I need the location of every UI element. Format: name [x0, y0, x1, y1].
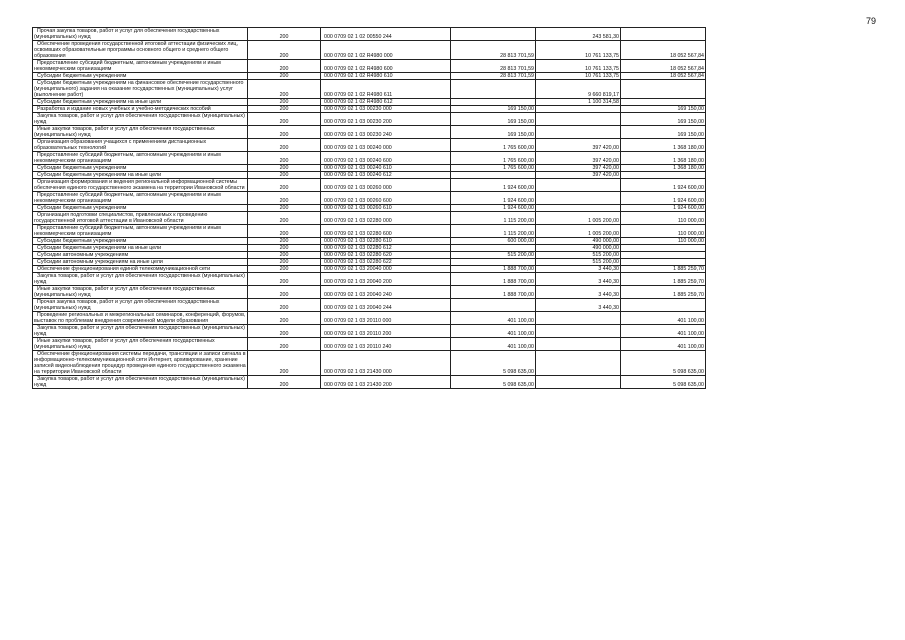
row-unexecuted-cell — [621, 299, 706, 312]
row-unexecuted-cell: 401 100,00 — [621, 338, 706, 351]
row-classification-cell: 000 0709 02 1 02 00550 244 — [321, 28, 451, 41]
table-row — [33, 252, 706, 259]
row-name-cell: Закупка товаров, работ и услуг для обеспечения государственных (муниципальных) нужд — [33, 376, 248, 389]
row-name-cell: Субсидии бюджетным учреждениям на финансовое обеспечение государственного (муниципального) задания на оказание государственных (муниципальных) услуг (выполнение работ) — [33, 80, 248, 99]
row-code-cell: 200 — [248, 225, 321, 238]
row-name-cell: Субсидии автономным учреждениям на иные цели — [33, 259, 248, 266]
row-executed-cell — [536, 126, 621, 139]
row-approved-cell: 169 150,00 — [451, 106, 536, 113]
row-unexecuted-cell: 110 000,00 — [621, 212, 706, 225]
row-approved-cell — [451, 28, 536, 41]
row-classification-cell: 000 0709 02 1 03 20110 000 — [321, 312, 451, 325]
row-name-cell: Закупка товаров, работ и услуг для обеспечения государственных (муниципальных) нужд — [33, 325, 248, 338]
row-classification-cell: 000 0709 02 1 03 00260 000 — [321, 179, 451, 192]
row-code-cell: 200 — [248, 376, 321, 389]
row-approved-cell: 28 813 701,59 — [451, 41, 536, 60]
row-executed-cell — [536, 113, 621, 126]
row-unexecuted-cell — [621, 80, 706, 99]
row-executed-cell: 3 440,30 — [536, 266, 621, 273]
row-name-cell: Закупка товаров, работ и услуг для обеспечения государственных (муниципальных) нужд — [33, 113, 248, 126]
table-row — [33, 172, 706, 179]
row-unexecuted-cell: 1 368 180,00 — [621, 139, 706, 152]
row-executed-cell: 397 420,00 — [536, 165, 621, 172]
row-executed-cell — [536, 179, 621, 192]
table-row — [33, 225, 706, 238]
row-executed-cell — [536, 351, 621, 376]
row-unexecuted-cell: 18 052 567,84 — [621, 60, 706, 73]
row-executed-cell: 515 200,00 — [536, 252, 621, 259]
row-executed-cell: 490 000,00 — [536, 245, 621, 252]
row-code-cell: 200 — [248, 192, 321, 205]
row-name-cell: Субсидии бюджетным учреждениям на иные цели — [33, 99, 248, 106]
row-classification-cell: 000 0709 02 1 03 20040 000 — [321, 266, 451, 273]
row-classification-cell: 000 0709 02 1 03 02280 620 — [321, 252, 451, 259]
row-classification-cell: 000 0709 02 1 03 00240 600 — [321, 152, 451, 165]
row-approved-cell: 401 100,00 — [451, 338, 536, 351]
row-code-cell: 200 — [248, 273, 321, 286]
row-approved-cell: 600 000,00 — [451, 238, 536, 245]
table-row — [33, 152, 706, 165]
row-code-cell: 200 — [248, 299, 321, 312]
table-row — [33, 266, 706, 273]
row-name-cell: Обеспечение функционирования системы передачи, трансляции и записи сигнала в информационно-телекоммуникационной сети Интернет, архивирование, хранение записей видеонаблюдения процедур проведения единого государственного экзамена на территории Ивановской области — [34, 351, 246, 375]
row-unexecuted-cell: 5 098 635,00 — [621, 351, 706, 376]
row-unexecuted-cell: 1 368 180,00 — [621, 165, 706, 172]
row-classification-cell: 000 0709 02 1 02 R4980 612 — [321, 99, 451, 106]
row-unexecuted-cell: 169 150,00 — [621, 126, 706, 139]
row-name-cell: Организация формирования и ведения региональной информационной системы обеспечения единого государственного экзамена на территории Ивановской области — [33, 179, 248, 192]
row-executed-cell: 397 420,00 — [536, 139, 621, 152]
row-code-cell: 200 — [248, 80, 321, 99]
row-classification-cell: 000 0709 02 1 03 02280 600 — [321, 225, 451, 238]
row-approved-cell: 1 888 700,00 — [451, 286, 536, 299]
table-row — [33, 376, 706, 389]
row-classification-cell: 000 0709 02 1 03 00230 000 — [321, 106, 451, 113]
row-name-cell: Организация подготовки специалистов, привлекаемых к проведению государственной итоговой аттестации в Ивановской области — [33, 212, 248, 225]
row-code-cell: 200 — [248, 312, 321, 325]
row-approved-cell: 401 100,00 — [451, 325, 536, 338]
table-row — [33, 299, 706, 312]
table-row — [33, 113, 706, 126]
row-code-cell: 200 — [248, 351, 321, 376]
row-code-cell: 200 — [248, 152, 321, 165]
table-row — [33, 325, 706, 338]
row-unexecuted-cell: 1 924 600,00 — [621, 205, 706, 212]
row-classification-cell: 000 0709 02 1 03 00230 200 — [321, 113, 451, 126]
table-row — [33, 205, 706, 212]
row-executed-cell: 397 420,00 — [536, 172, 621, 179]
row-executed-cell: 10 761 133,75 — [536, 73, 621, 80]
table-row — [33, 259, 706, 266]
row-classification-cell: 000 0709 02 1 03 02280 622 — [321, 259, 451, 266]
row-code-cell: 200 — [248, 106, 321, 113]
row-code-cell: 200 — [248, 212, 321, 225]
table-row — [33, 338, 706, 351]
row-classification-cell: 000 0709 02 1 03 02280 610 — [321, 238, 451, 245]
row-executed-cell — [536, 312, 621, 325]
row-approved-cell: 1 115 200,00 — [451, 212, 536, 225]
row-name-cell: Субсидии бюджетным учреждениям на иные цели — [33, 245, 248, 252]
row-classification-cell: 000 0709 02 1 02 R4980 611 — [321, 80, 451, 99]
row-name-cell: Иные закупки товаров, работ и услуг для обеспечения государственных (муниципальных) нужд — [33, 338, 248, 351]
row-name-cell: Субсидии бюджетным учреждениям — [33, 238, 248, 245]
row-classification-cell: 000 0709 02 1 03 20110 200 — [321, 325, 451, 338]
row-name-cell: Разработка и издание новых учебных и учебно-методических пособий — [33, 106, 248, 113]
row-approved-cell — [451, 172, 536, 179]
row-approved-cell: 1 765 600,00 — [451, 152, 536, 165]
row-name-cell: Предоставление субсидий бюджетным, автономным учреждениям и иным некоммерческим организациям — [33, 60, 248, 73]
row-code-cell: 200 — [248, 99, 321, 106]
row-approved-cell: 169 150,00 — [451, 113, 536, 126]
row-executed-cell: 490 000,00 — [536, 238, 621, 245]
row-unexecuted-cell: 5 098 635,00 — [621, 376, 706, 389]
row-approved-cell: 1 924 600,00 — [451, 205, 536, 212]
row-unexecuted-cell — [621, 28, 706, 41]
row-approved-cell: 515 200,00 — [451, 252, 536, 259]
row-code-cell: 200 — [248, 41, 321, 60]
row-code-cell: 200 — [248, 245, 321, 252]
row-code-cell: 200 — [248, 126, 321, 139]
table-row — [33, 286, 706, 299]
row-approved-cell — [451, 99, 536, 106]
row-executed-cell — [536, 192, 621, 205]
row-approved-cell: 1 115 200,00 — [451, 225, 536, 238]
table-row — [33, 106, 706, 113]
row-executed-cell: 9 660 819,17 — [536, 80, 621, 99]
row-classification-cell: 000 0709 02 1 03 02280 612 — [321, 245, 451, 252]
row-classification-cell: 000 0709 02 1 03 00230 240 — [321, 126, 451, 139]
row-unexecuted-cell — [621, 172, 706, 179]
row-approved-cell: 1 924 600,00 — [451, 192, 536, 205]
row-unexecuted-cell: 110 000,00 — [621, 238, 706, 245]
row-executed-cell: 3 440,30 — [536, 299, 621, 312]
row-approved-cell: 5 098 635,00 — [451, 351, 536, 376]
row-name-cell: Проведение региональных и межрегиональных семинаров, конференций, форумов, выставок по проблемам внедрения современной модели образования — [33, 312, 248, 325]
row-executed-cell — [536, 325, 621, 338]
table-row — [33, 73, 706, 80]
row-executed-cell: 1 005 200,00 — [536, 212, 621, 225]
row-approved-cell — [451, 80, 536, 99]
row-executed-cell: 3 440,30 — [536, 273, 621, 286]
table-row — [33, 245, 706, 252]
row-approved-cell: 1 765 600,00 — [451, 139, 536, 152]
row-approved-cell: 5 098 635,00 — [451, 376, 536, 389]
row-executed-cell: 10 761 133,75 — [536, 41, 621, 60]
row-unexecuted-cell: 401 100,00 — [621, 325, 706, 338]
row-name-cell: Прочая закупка товаров, работ и услуг для обеспечения государственных (муниципальных) нужд — [33, 28, 248, 41]
row-name-cell: Субсидии бюджетным учреждениям — [33, 73, 248, 80]
row-unexecuted-cell: 1 885 259,70 — [621, 266, 706, 273]
row-unexecuted-cell — [621, 245, 706, 252]
row-code-cell: 200 — [248, 28, 321, 41]
row-classification-cell: 000 0709 02 1 03 20110 240 — [321, 338, 451, 351]
row-name-cell: Иные закупки товаров, работ и услуг для обеспечения государственных (муниципальных) нужд — [33, 286, 248, 299]
row-code-cell: 200 — [248, 205, 321, 212]
row-code-cell: 200 — [248, 238, 321, 245]
row-executed-cell — [536, 338, 621, 351]
row-code-cell: 200 — [248, 73, 321, 80]
row-unexecuted-cell: 1 924 600,00 — [621, 179, 706, 192]
table-row — [33, 60, 706, 73]
row-code-cell: 200 — [248, 338, 321, 351]
row-approved-cell — [451, 259, 536, 266]
row-code-cell: 200 — [248, 139, 321, 152]
row-executed-cell: 515 200,00 — [536, 259, 621, 266]
row-name-cell: Субсидии бюджетным учреждениям — [33, 165, 248, 172]
table-row — [33, 179, 706, 192]
table-row — [33, 28, 706, 41]
row-classification-cell: 000 0709 02 1 03 20040 200 — [321, 273, 451, 286]
row-approved-cell — [451, 245, 536, 252]
row-name-cell: Субсидии бюджетным учреждениям на иные цели — [33, 172, 248, 179]
page-number: 79 — [866, 16, 877, 26]
row-approved-cell: 1 924 600,00 — [451, 179, 536, 192]
row-approved-cell — [451, 299, 536, 312]
table-row — [33, 126, 706, 139]
table-row — [33, 351, 706, 376]
row-classification-cell: 000 0709 02 1 02 R4980 000 — [321, 41, 451, 60]
row-name-cell: Предоставление субсидий бюджетным, автономным учреждениям и иным некоммерческим организациям — [33, 152, 248, 165]
row-approved-cell: 401 100,00 — [451, 312, 536, 325]
row-name-cell: Обеспечение функционирования единой телекоммуникационной сети — [33, 266, 248, 273]
table-row — [33, 312, 706, 325]
row-name-cell: Иные закупки товаров, работ и услуг для обеспечения государственных (муниципальных) нужд — [33, 126, 248, 139]
table-row — [33, 139, 706, 152]
row-classification-cell: 000 0709 02 1 03 00260 610 — [321, 205, 451, 212]
row-classification-cell: 000 0709 02 1 03 21430 200 — [321, 376, 451, 389]
row-code-cell: 200 — [248, 179, 321, 192]
row-name-cell: Прочая закупка товаров, работ и услуг для обеспечения государственных (муниципальных) нужд — [33, 299, 248, 312]
row-unexecuted-cell: 401 100,00 — [621, 312, 706, 325]
row-executed-cell: 1 005 200,00 — [536, 225, 621, 238]
row-approved-cell: 1 888 700,00 — [451, 273, 536, 286]
row-classification-cell: 000 0709 02 1 03 21430 000 — [321, 351, 451, 376]
row-unexecuted-cell: 18 052 567,84 — [621, 41, 706, 60]
table-row — [33, 41, 706, 60]
row-approved-cell: 1 765 600,00 — [451, 165, 536, 172]
table-row — [33, 99, 706, 106]
row-unexecuted-cell: 1 885 259,70 — [621, 273, 706, 286]
table-row — [33, 165, 706, 172]
row-classification-cell: 000 0709 02 1 03 02280 000 — [321, 212, 451, 225]
row-approved-cell: 1 888 700,00 — [451, 266, 536, 273]
row-executed-cell: 243 581,30 — [536, 28, 621, 41]
row-executed-cell — [536, 106, 621, 113]
row-executed-cell: 397 420,00 — [536, 152, 621, 165]
row-unexecuted-cell: 169 150,00 — [621, 106, 706, 113]
row-code-cell: 200 — [248, 259, 321, 266]
row-unexecuted-cell — [621, 252, 706, 259]
row-classification-cell: 000 0709 02 1 03 20040 240 — [321, 286, 451, 299]
row-name-cell: Закупка товаров, работ и услуг для обеспечения государственных (муниципальных) нужд — [33, 273, 248, 286]
row-name-cell: Организация образования учащихся с применением дистанционных образовательных технологий — [33, 139, 248, 152]
table-row — [33, 80, 706, 99]
row-code-cell: 200 — [248, 113, 321, 126]
row-classification-cell: 000 0709 02 1 03 00240 000 — [321, 139, 451, 152]
row-executed-cell: 10 761 133,75 — [536, 60, 621, 73]
row-name-cell: Предоставление субсидий бюджетным, автономным учреждениям и иным некоммерческим организациям — [33, 225, 248, 238]
row-classification-cell: 000 0709 02 1 03 20040 244 — [321, 299, 451, 312]
row-unexecuted-cell: 110 000,00 — [621, 225, 706, 238]
row-unexecuted-cell: 1 368 180,00 — [621, 152, 706, 165]
row-code-cell: 200 — [248, 286, 321, 299]
row-unexecuted-cell: 169 150,00 — [621, 113, 706, 126]
row-code-cell: 200 — [248, 266, 321, 273]
row-name-cell: Предоставление субсидий бюджетным, автономным учреждениям и иным некоммерческим организациям — [33, 192, 248, 205]
row-classification-cell: 000 0709 02 1 02 R4980 610 — [321, 73, 451, 80]
row-name-cell: Субсидии автономным учреждениям — [33, 252, 248, 259]
budget-table — [32, 27, 706, 389]
row-executed-cell: 1 100 314,58 — [536, 99, 621, 106]
row-classification-cell: 000 0709 02 1 03 00260 600 — [321, 192, 451, 205]
row-code-cell: 200 — [248, 325, 321, 338]
row-executed-cell — [536, 205, 621, 212]
row-executed-cell — [536, 376, 621, 389]
row-unexecuted-cell: 18 052 567,84 — [621, 73, 706, 80]
table-row — [33, 212, 706, 225]
row-code-cell: 200 — [248, 60, 321, 73]
row-approved-cell: 169 150,00 — [451, 126, 536, 139]
row-approved-cell: 28 813 701,59 — [451, 73, 536, 80]
row-name-cell: Обеспечение проведения государственной итоговой аттестации физических лиц, освоивших образовательные программы основного общего и среднего общего образования — [33, 41, 248, 60]
row-unexecuted-cell: 1 924 600,00 — [621, 192, 706, 205]
row-classification-cell: 000 0709 02 1 02 R4980 600 — [321, 60, 451, 73]
row-unexecuted-cell: 1 885 259,70 — [621, 286, 706, 299]
row-executed-cell: 3 440,30 — [536, 286, 621, 299]
row-approved-cell: 28 813 701,59 — [451, 60, 536, 73]
table-row — [33, 273, 706, 286]
row-name-cell: Субсидии бюджетным учреждениям — [33, 205, 248, 212]
row-code-cell: 200 — [248, 252, 321, 259]
row-unexecuted-cell — [621, 99, 706, 106]
budget-table-body — [33, 28, 706, 389]
row-unexecuted-cell — [621, 259, 706, 266]
table-row — [33, 192, 706, 205]
row-classification-cell: 000 0709 02 1 03 00240 610 — [321, 165, 451, 172]
table-row — [33, 238, 706, 245]
row-code-cell: 200 — [248, 165, 321, 172]
row-code-cell: 200 — [248, 172, 321, 179]
row-classification-cell: 000 0709 02 1 03 00240 612 — [321, 172, 451, 179]
